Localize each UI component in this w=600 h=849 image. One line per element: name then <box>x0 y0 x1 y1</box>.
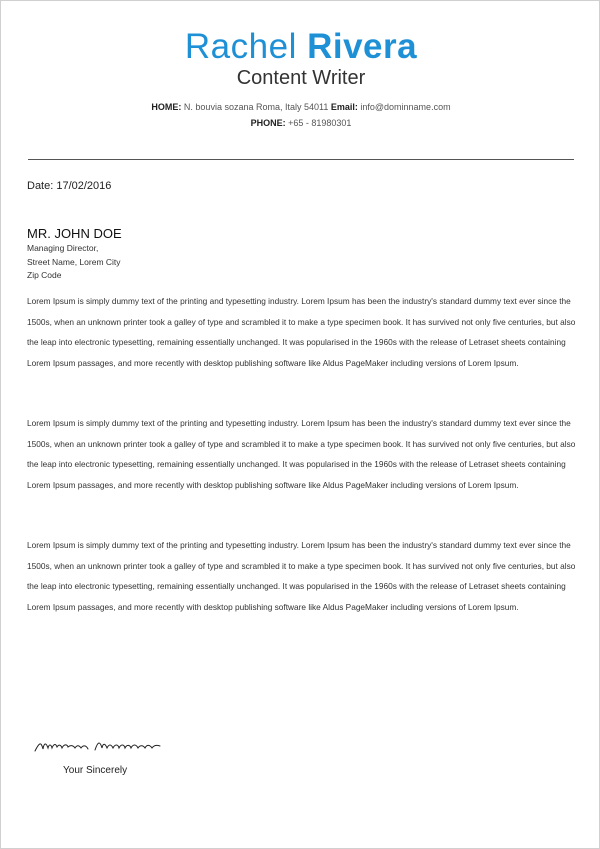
contact-phone <box>1 118 600 128</box>
header-divider <box>28 159 574 160</box>
closing-salutation: Your Sincerely <box>63 765 128 776</box>
recipient-name: MR. JOHN DOE <box>27 226 122 241</box>
first-name: Rachel <box>184 27 297 66</box>
recipient-street: Street Name, Lorem City <box>27 257 121 267</box>
contact-address-email <box>1 102 600 112</box>
phone-number: +65 - 81980301 <box>288 118 352 128</box>
phone-label: PHONE: <box>250 118 286 128</box>
email-label: Email: <box>330 102 358 112</box>
signature-icon <box>33 733 173 757</box>
home-label: HOME: <box>151 102 182 112</box>
email-address: info@dominname.com <box>360 102 451 112</box>
letterhead <box>1 27 600 89</box>
last-name: Rivera <box>307 27 418 66</box>
letter-date: Date: 17/02/2016 <box>27 180 112 192</box>
recipient-title: Managing Director, <box>27 243 99 253</box>
applicant-name <box>1 27 600 67</box>
job-title: Content Writer <box>236 67 366 89</box>
body-paragraph-3: Lorem Ipsum is simply dummy text of the printing and typesetting industry. Lorem Ipsum has been the industry's standard dummy text ever since the 1500s, when an unknown printer took a galley of type and scrambled it to make a type specimen book. It has survived not only five centuries, but also the leap into electronic typesetting, remaining essentially unchanged. It was popularised in the 1960s with the release of Letraset sheets containing Lorem Ipsum passages, and more recently with desktop publishing software like Aldus PageMaker including versions of Lorem Ipsum. <box>27 540 576 612</box>
body-paragraph-1: Lorem Ipsum is simply dummy text of the printing and typesetting industry. Lorem Ipsum has been the industry's standard dummy text ever since the 1500s, when an unknown printer took a galley of type and scrambled it to make a type specimen book. It has survived not only five centuries, but also the leap into electronic typesetting, remaining essentially unchanged. It was popularised in the 1960s with the release of Letraset sheets containing Lorem Ipsum passages, and more recently with desktop publishing software like Aldus PageMaker including versions of Lorem Ipsum. <box>27 296 576 368</box>
home-address: N. bouvia sozana Roma, Italy 54011 <box>183 102 329 112</box>
body-paragraph-2: Lorem Ipsum is simply dummy text of the printing and typesetting industry. Lorem Ipsum has been the industry's standard dummy text ever since the 1500s, when an unknown printer took a galley of type and scrambled it to make a type specimen book. It has survived not only five centuries, but also the leap into electronic typesetting, remaining essentially unchanged. It was popularised in the 1960s with the release of Letraset sheets containing Lorem Ipsum passages, and more recently with desktop publishing software like Aldus PageMaker including versions of Lorem Ipsum. <box>27 418 576 490</box>
recipient-zip: Zip Code <box>27 270 62 280</box>
